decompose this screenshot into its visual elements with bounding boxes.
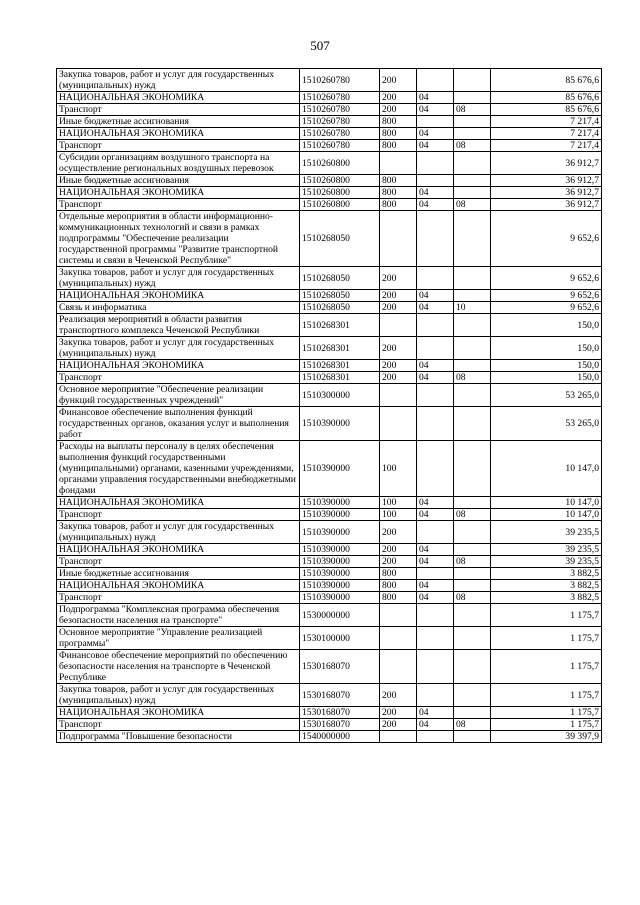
expense-type-cell: 800	[380, 568, 417, 580]
subsection-cell: 08	[454, 509, 491, 521]
amount-cell: 1 175,7	[491, 707, 602, 719]
section-cell: 04	[417, 544, 454, 556]
expense-type-cell: 200	[380, 684, 417, 707]
section-cell	[417, 684, 454, 707]
expense-name-cell: Закупка товаров, работ и услуг для государственных (муниципальных) нужд	[57, 521, 300, 544]
subsection-cell: 08	[454, 372, 491, 384]
subsection-cell	[454, 544, 491, 556]
target-code-cell: 1510390000	[300, 592, 380, 604]
expense-type-cell	[380, 314, 417, 337]
expense-type-cell: 800	[380, 580, 417, 592]
target-code-cell: 1530168070	[300, 650, 380, 684]
expense-type-cell	[380, 627, 417, 650]
table-row	[57, 104, 602, 116]
target-code-cell: 1510260780	[300, 104, 380, 116]
subsection-cell	[454, 152, 491, 175]
expense-type-cell: 200	[380, 521, 417, 544]
target-code-cell: 1510390000	[300, 509, 380, 521]
expense-name-cell: Транспорт	[57, 104, 300, 116]
expense-name-cell: Транспорт	[57, 199, 300, 211]
amount-cell: 150,0	[491, 314, 602, 337]
expense-name-cell: Расходы на выплаты персоналу в целях обеспечения выполнения функций государственными (муниципальными) органами, казенными учреждениями, органами управления государственными внебюджетными фондами	[57, 441, 300, 497]
amount-cell: 150,0	[491, 372, 602, 384]
expense-name-cell: Реализация мероприятий в области развития транспортного комплекса Чеченской Республики	[57, 314, 300, 337]
table-row	[57, 568, 602, 580]
expense-name-cell: Транспорт	[57, 372, 300, 384]
subsection-cell	[454, 175, 491, 187]
table-row	[57, 544, 602, 556]
amount-cell: 9 652,6	[491, 267, 602, 290]
section-cell	[417, 521, 454, 544]
table-row	[57, 128, 602, 140]
section-cell: 04	[417, 302, 454, 314]
section-cell: 04	[417, 290, 454, 302]
table-row	[57, 302, 602, 314]
expense-type-cell: 200	[380, 92, 417, 104]
section-cell: 04	[417, 509, 454, 521]
amount-cell: 3 882,5	[491, 568, 602, 580]
table-row	[57, 140, 602, 152]
section-cell	[417, 152, 454, 175]
amount-cell: 39 235,5	[491, 544, 602, 556]
expense-type-cell: 100	[380, 509, 417, 521]
expense-name-cell: Закупка товаров, работ и услуг для государственных (муниципальных) нужд	[57, 684, 300, 707]
expense-type-cell: 200	[380, 104, 417, 116]
expense-type-cell	[380, 384, 417, 407]
amount-cell: 36 912,7	[491, 187, 602, 199]
table-row	[57, 719, 602, 731]
target-code-cell: 1510390000	[300, 544, 380, 556]
subsection-cell	[454, 604, 491, 627]
subsection-cell	[454, 360, 491, 372]
table-row	[57, 384, 602, 407]
budget-table-body	[57, 69, 602, 743]
target-code-cell: 1510390000	[300, 556, 380, 568]
amount-cell: 7 217,4	[491, 140, 602, 152]
expense-type-cell: 200	[380, 719, 417, 731]
amount-cell: 9 652,6	[491, 302, 602, 314]
expense-name-cell: Закупка товаров, работ и услуг для государственных (муниципальных) нужд	[57, 267, 300, 290]
target-code-cell: 1510390000	[300, 497, 380, 509]
table-row	[57, 580, 602, 592]
expense-name-cell: Транспорт	[57, 140, 300, 152]
section-cell: 04	[417, 140, 454, 152]
table-row	[57, 152, 602, 175]
subsection-cell: 08	[454, 199, 491, 211]
budget-table	[56, 68, 602, 743]
subsection-cell	[454, 568, 491, 580]
expense-name-cell: Иные бюджетные ассигнования	[57, 568, 300, 580]
section-cell	[417, 731, 454, 743]
expense-type-cell: 800	[380, 187, 417, 199]
amount-cell: 10 147,0	[491, 497, 602, 509]
subsection-cell	[454, 69, 491, 92]
target-code-cell: 1510268050	[300, 267, 380, 290]
expense-type-cell	[380, 407, 417, 441]
section-cell	[417, 627, 454, 650]
expense-type-cell: 200	[380, 69, 417, 92]
expense-type-cell	[380, 731, 417, 743]
section-cell	[417, 116, 454, 128]
expense-name-cell: Подпрограмма "Повышение безопасности	[57, 731, 300, 743]
expense-type-cell: 200	[380, 360, 417, 372]
expense-type-cell	[380, 604, 417, 627]
expense-name-cell: НАЦИОНАЛЬНАЯ ЭКОНОМИКА	[57, 580, 300, 592]
target-code-cell: 1510268301	[300, 314, 380, 337]
expense-name-cell: Транспорт	[57, 509, 300, 521]
subsection-cell: 10	[454, 302, 491, 314]
target-code-cell: 1530100000	[300, 627, 380, 650]
amount-cell: 36 912,7	[491, 175, 602, 187]
expense-name-cell: НАЦИОНАЛЬНАЯ ЭКОНОМИКА	[57, 92, 300, 104]
amount-cell: 1 175,7	[491, 719, 602, 731]
section-cell: 04	[417, 104, 454, 116]
expense-name-cell: Транспорт	[57, 556, 300, 568]
amount-cell: 85 676,6	[491, 92, 602, 104]
section-cell	[417, 568, 454, 580]
amount-cell: 1 175,7	[491, 604, 602, 627]
section-cell	[417, 69, 454, 92]
subsection-cell	[454, 128, 491, 140]
expense-name-cell: Субсидии организациям воздушного транспорта на осуществление региональных воздушных перевозок	[57, 152, 300, 175]
subsection-cell	[454, 384, 491, 407]
section-cell: 04	[417, 592, 454, 604]
table-row	[57, 521, 602, 544]
expense-name-cell: НАЦИОНАЛЬНАЯ ЭКОНОМИКА	[57, 707, 300, 719]
target-code-cell: 1510260800	[300, 175, 380, 187]
expense-name-cell: НАЦИОНАЛЬНАЯ ЭКОНОМИКА	[57, 290, 300, 302]
target-code-cell: 1510260780	[300, 128, 380, 140]
target-code-cell: 1510300000	[300, 384, 380, 407]
target-code-cell: 1510390000	[300, 407, 380, 441]
table-row	[57, 650, 602, 684]
subsection-cell	[454, 290, 491, 302]
subsection-cell	[454, 684, 491, 707]
table-row	[57, 211, 602, 267]
subsection-cell	[454, 187, 491, 199]
amount-cell: 53 265,0	[491, 407, 602, 441]
amount-cell: 7 217,4	[491, 128, 602, 140]
target-code-cell: 1510260800	[300, 199, 380, 211]
expense-type-cell: 200	[380, 302, 417, 314]
page-number: 507	[310, 38, 330, 53]
expense-name-cell: Отдельные мероприятия в области информационно-коммуникационных технологий и связи в рамках подпрограммы "Обеспечение реализации государственной программы "Развитие транспортной системы и связи в Чеченской Республике"	[57, 211, 300, 267]
section-cell	[417, 407, 454, 441]
section-cell: 04	[417, 187, 454, 199]
subsection-cell	[454, 267, 491, 290]
table-row	[57, 604, 602, 627]
section-cell	[417, 337, 454, 360]
table-row	[57, 707, 602, 719]
amount-cell: 3 882,5	[491, 592, 602, 604]
expense-name-cell: Основное мероприятие "Управление реализацией программы"	[57, 627, 300, 650]
amount-cell: 36 912,7	[491, 199, 602, 211]
expense-name-cell: Подпрограмма "Комплексная программа обеспечения безопасности населения на транспорте"	[57, 604, 300, 627]
amount-cell: 85 676,6	[491, 69, 602, 92]
table-row	[57, 267, 602, 290]
section-cell	[417, 314, 454, 337]
table-row	[57, 92, 602, 104]
subsection-cell: 08	[454, 556, 491, 568]
section-cell	[417, 211, 454, 267]
table-row	[57, 360, 602, 372]
section-cell: 04	[417, 360, 454, 372]
subsection-cell	[454, 580, 491, 592]
expense-type-cell: 800	[380, 116, 417, 128]
subsection-cell	[454, 314, 491, 337]
section-cell	[417, 384, 454, 407]
table-row	[57, 187, 602, 199]
subsection-cell	[454, 92, 491, 104]
amount-cell: 150,0	[491, 337, 602, 360]
expense-type-cell	[380, 152, 417, 175]
expense-type-cell: 800	[380, 199, 417, 211]
expense-type-cell: 200	[380, 372, 417, 384]
table-row	[57, 175, 602, 187]
expense-name-cell: Закупка товаров, работ и услуг для государственных (муниципальных) нужд	[57, 337, 300, 360]
expense-name-cell: Связь и информатика	[57, 302, 300, 314]
section-cell	[417, 441, 454, 497]
section-cell: 04	[417, 707, 454, 719]
expense-name-cell: Транспорт	[57, 719, 300, 731]
amount-cell: 9 652,6	[491, 290, 602, 302]
target-code-cell: 1510268050	[300, 290, 380, 302]
target-code-cell: 1530168070	[300, 707, 380, 719]
subsection-cell	[454, 337, 491, 360]
expense-name-cell: Закупка товаров, работ и услуг для государственных (муниципальных) нужд	[57, 69, 300, 92]
expense-name-cell: Основное мероприятие "Обеспечение реализации функций государственных учреждений"	[57, 384, 300, 407]
target-code-cell: 1510390000	[300, 580, 380, 592]
section-cell: 04	[417, 199, 454, 211]
amount-cell: 10 147,0	[491, 509, 602, 521]
table-row	[57, 731, 602, 743]
expense-name-cell: Иные бюджетные ассигнования	[57, 175, 300, 187]
section-cell	[417, 267, 454, 290]
target-code-cell: 1510268050	[300, 211, 380, 267]
target-code-cell: 1530000000	[300, 604, 380, 627]
subsection-cell	[454, 650, 491, 684]
section-cell: 04	[417, 92, 454, 104]
expense-name-cell: Финансовое обеспечение мероприятий по обеспечению безопасности населения на транспорте в Чеченской Республике	[57, 650, 300, 684]
expense-name-cell: НАЦИОНАЛЬНАЯ ЭКОНОМИКА	[57, 360, 300, 372]
expense-type-cell: 800	[380, 140, 417, 152]
section-cell: 04	[417, 497, 454, 509]
table-row	[57, 627, 602, 650]
expense-type-cell: 100	[380, 441, 417, 497]
target-code-cell: 1510260780	[300, 116, 380, 128]
expense-type-cell: 200	[380, 290, 417, 302]
target-code-cell: 1510390000	[300, 568, 380, 580]
table-row	[57, 69, 602, 92]
amount-cell: 1 175,7	[491, 650, 602, 684]
expense-type-cell: 800	[380, 175, 417, 187]
table-row	[57, 199, 602, 211]
expense-type-cell: 800	[380, 592, 417, 604]
target-code-cell: 1510390000	[300, 521, 380, 544]
table-row	[57, 441, 602, 497]
table-row	[57, 407, 602, 441]
subsection-cell	[454, 407, 491, 441]
expense-type-cell	[380, 650, 417, 684]
table-row	[57, 372, 602, 384]
expense-name-cell: НАЦИОНАЛЬНАЯ ЭКОНОМИКА	[57, 544, 300, 556]
table-row	[57, 497, 602, 509]
section-cell: 04	[417, 719, 454, 731]
table-row	[57, 337, 602, 360]
expense-type-cell	[380, 211, 417, 267]
expense-name-cell: Иные бюджетные ассигнования	[57, 116, 300, 128]
subsection-cell: 08	[454, 140, 491, 152]
section-cell	[417, 175, 454, 187]
section-cell	[417, 650, 454, 684]
target-code-cell: 1510390000	[300, 441, 380, 497]
expense-name-cell: НАЦИОНАЛЬНАЯ ЭКОНОМИКА	[57, 128, 300, 140]
subsection-cell	[454, 211, 491, 267]
subsection-cell	[454, 521, 491, 544]
target-code-cell: 1510260800	[300, 187, 380, 199]
table-row	[57, 556, 602, 568]
target-code-cell: 1530168070	[300, 719, 380, 731]
subsection-cell: 08	[454, 104, 491, 116]
subsection-cell	[454, 731, 491, 743]
section-cell: 04	[417, 580, 454, 592]
expense-type-cell: 200	[380, 337, 417, 360]
section-cell: 04	[417, 128, 454, 140]
target-code-cell: 1530168070	[300, 684, 380, 707]
table-row	[57, 314, 602, 337]
amount-cell: 53 265,0	[491, 384, 602, 407]
subsection-cell	[454, 116, 491, 128]
target-code-cell: 1510260780	[300, 92, 380, 104]
expense-type-cell: 800	[380, 128, 417, 140]
table-row	[57, 290, 602, 302]
expense-type-cell: 200	[380, 267, 417, 290]
expense-name-cell: НАЦИОНАЛЬНАЯ ЭКОНОМИКА	[57, 497, 300, 509]
amount-cell: 85 676,6	[491, 104, 602, 116]
subsection-cell: 08	[454, 719, 491, 731]
section-cell: 04	[417, 556, 454, 568]
expense-type-cell: 200	[380, 544, 417, 556]
table-row	[57, 116, 602, 128]
section-cell	[417, 604, 454, 627]
target-code-cell: 1510268301	[300, 360, 380, 372]
expense-name-cell: Транспорт	[57, 592, 300, 604]
table-row	[57, 684, 602, 707]
target-code-cell: 1510268301	[300, 372, 380, 384]
amount-cell: 10 147,0	[491, 441, 602, 497]
table-row	[57, 509, 602, 521]
subsection-cell	[454, 441, 491, 497]
amount-cell: 39 397,9	[491, 731, 602, 743]
amount-cell: 39 235,5	[491, 556, 602, 568]
amount-cell: 150,0	[491, 360, 602, 372]
subsection-cell	[454, 497, 491, 509]
target-code-cell: 1540000000	[300, 731, 380, 743]
subsection-cell: 08	[454, 592, 491, 604]
amount-cell: 1 175,7	[491, 627, 602, 650]
amount-cell: 1 175,7	[491, 684, 602, 707]
target-code-cell: 1510260780	[300, 140, 380, 152]
amount-cell: 9 652,6	[491, 211, 602, 267]
target-code-cell: 1510268050	[300, 302, 380, 314]
expense-name-cell: Финансовое обеспечение выполнения функций государственных органов, оказания услуг и выполнения работ	[57, 407, 300, 441]
amount-cell: 3 882,5	[491, 580, 602, 592]
target-code-cell: 1510260780	[300, 69, 380, 92]
expense-type-cell: 100	[380, 497, 417, 509]
table-row	[57, 592, 602, 604]
section-cell: 04	[417, 372, 454, 384]
target-code-cell: 1510268301	[300, 337, 380, 360]
subsection-cell	[454, 627, 491, 650]
amount-cell: 7 217,4	[491, 116, 602, 128]
amount-cell: 36 912,7	[491, 152, 602, 175]
expense-name-cell: НАЦИОНАЛЬНАЯ ЭКОНОМИКА	[57, 187, 300, 199]
amount-cell: 39 235,5	[491, 521, 602, 544]
target-code-cell: 1510260800	[300, 152, 380, 175]
subsection-cell	[454, 707, 491, 719]
expense-type-cell: 200	[380, 707, 417, 719]
expense-type-cell: 200	[380, 556, 417, 568]
